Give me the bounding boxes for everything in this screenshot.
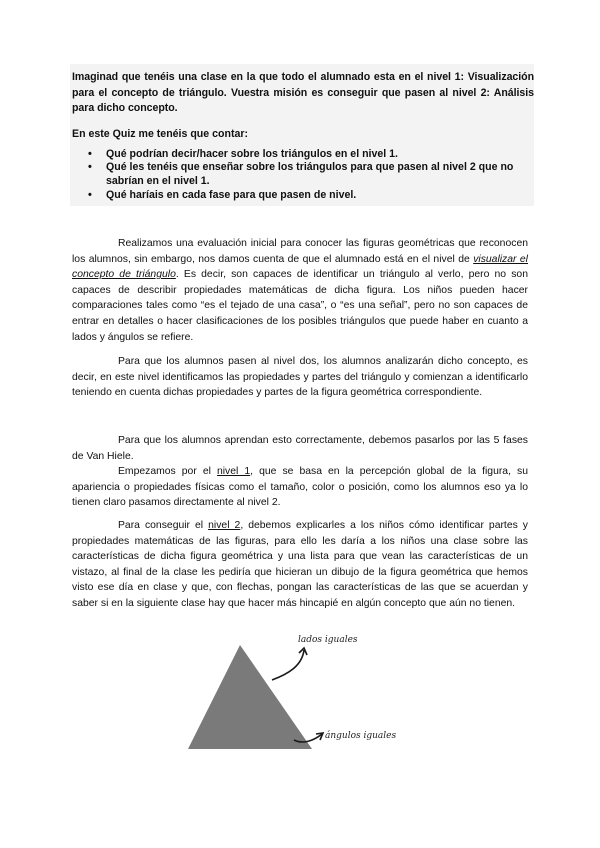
list-item: • Qué les tenéis que enseñar sobre los triángulos para que pasen al nivel 2 que no sabrían en el nivel 1. bbox=[72, 161, 534, 188]
list-item: • Qué podrían decir/hacer sobre los triángulos en el nivel 1. bbox=[72, 148, 534, 162]
paragraph-text: Para conseguir el bbox=[118, 520, 209, 531]
paragraph-text: Realizamos una evaluación inicial para conocer las figuras geométricas que reconocen los alumnos, sin embargo, nos damos cuenta de que el alumnado está en el nivel de bbox=[72, 238, 528, 265]
level-one-link: nivel 1 bbox=[216, 466, 251, 477]
label-angles: ángulos iguales bbox=[325, 731, 397, 741]
triangle-figure bbox=[180, 628, 440, 758]
quiz-list bbox=[72, 148, 534, 202]
quiz-box bbox=[70, 64, 534, 206]
triangle-shape bbox=[188, 645, 312, 749]
arrow-sides bbox=[272, 650, 304, 680]
quiz-prompt: En este Quiz me tenéis que contar: bbox=[72, 127, 249, 140]
level-two-link: nivel 2 bbox=[208, 520, 241, 531]
paragraph-phases: Para que los alumnos aprendan esto correctamente, debemos pasarlos por las 5 fases de Van Hiele. bbox=[72, 435, 528, 462]
concept-link: visualizar el concepto de triángulo bbox=[72, 253, 528, 281]
paragraph-evaluation bbox=[72, 236, 528, 345]
paragraph-text: Empezamos por el bbox=[118, 466, 217, 477]
paragraph-text: . Es decir, son capaces de identificar un triángulo al verlo, pero no son capaces de describir propiedades matemáticas de dicha figura. Los niños pueden hacer comparaciones tales como “es el tejado de una casa”, o “es una señal”, pero no son capaces de entrar en detalles o hacer clasificaciones de los posibles triángulos que puede haber en cuanto a lados y ángulos se refiere. bbox=[72, 269, 528, 343]
paragraph-level-two: Para que los alumnos pasen al nivel dos, los alumnos analizarán dicho concepto, es decir, en este nivel identificamos las propiedades y partes del triángulo y comienzan a identificarlo teniendo en cuenta dichas propiedades y partes de la figura geométrica correspondiente. bbox=[72, 356, 528, 399]
paragraph-level-two-plan bbox=[72, 518, 528, 612]
paragraph-level-one bbox=[72, 464, 528, 511]
list-item: • Qué haríais en cada fase para que pasen de nivel. bbox=[72, 189, 534, 203]
quiz-intro: Imaginad que tenéis una clase en la que todo el alumnado esta en el nivel 1: Visualización para el concepto de triángulo. Vuestra misión es conseguir que pasen al nivel 2: Análisis para dicho concepto. bbox=[72, 71, 534, 115]
label-sides: lados iguales bbox=[298, 635, 358, 645]
paragraph-text: , que se basa en la percepción global de la figura, su apariencia o propiedades físicas como el tamaño, color o posición, como los alumnos eso ya lo tienen claro pasamos directamente al nivel 2. bbox=[72, 466, 528, 509]
paragraph-text: , debemos explicarles a los niños cómo identificar partes y propiedades matemáticas de las figuras, para ello les daría a los niños una clase sobre las características de dicha figura geométrica y una lista para que vean las características de un vistazo, al final de la clase les pediría que hicieran un dibujo de la figura geométrica que hemos visto ese día en clase y que, con flechas, pongan las características de las que se acuerdan y saber si en la siguiente clase hay que hacer más hincapié en algún concepto que aún no tienen. bbox=[72, 520, 529, 609]
